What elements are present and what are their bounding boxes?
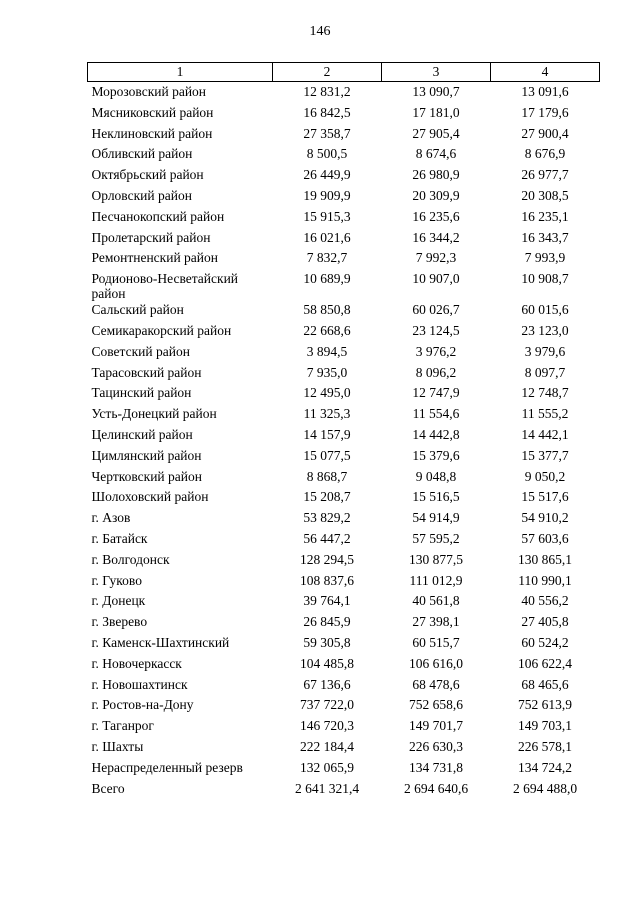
value-cell-2: 7 832,7 xyxy=(306,250,348,266)
row-name-cell: Нераспределенный резерв xyxy=(91,759,243,775)
value-cell-4: 14 442,1 xyxy=(521,426,569,442)
table-row xyxy=(88,573,600,594)
table-row xyxy=(88,489,600,510)
table-row xyxy=(88,250,600,271)
value-cell-3: 226 630,3 xyxy=(409,738,463,754)
table-row xyxy=(88,365,600,386)
value-cell-3: 17 181,0 xyxy=(412,104,460,120)
value-cell-4: 226 578,1 xyxy=(518,738,572,754)
value-cell-2: 15 077,5 xyxy=(303,447,351,463)
row-name-cell: г. Волгодонск xyxy=(91,551,170,567)
value-cell-4: 12 748,7 xyxy=(521,385,569,401)
value-cell-3: 752 658,6 xyxy=(409,697,463,713)
table-row xyxy=(88,614,600,635)
value-cell-3: 40 561,8 xyxy=(412,593,460,609)
row-name-cell: Советский район xyxy=(91,343,190,359)
value-cell-3: 10 907,0 xyxy=(412,271,460,287)
value-cell-3: 54 914,9 xyxy=(412,510,460,526)
value-cell-3: 7 992,3 xyxy=(415,250,457,266)
row-name-cell: г. Зверево xyxy=(91,614,148,630)
row-name-cell: Песчанокопский район xyxy=(91,208,225,224)
column-header-3: 3 xyxy=(382,63,491,82)
row-name-cell: г. Батайск xyxy=(91,530,148,546)
value-cell-3: 2 694 640,6 xyxy=(403,780,469,796)
value-cell-4: 60 524,2 xyxy=(521,634,569,650)
value-cell-2: 128 294,5 xyxy=(300,551,354,567)
value-cell-4: 134 724,2 xyxy=(518,759,572,775)
table-row xyxy=(88,510,600,531)
value-cell-4: 16 343,7 xyxy=(521,229,569,245)
value-cell-4: 17 179,6 xyxy=(521,104,569,120)
value-cell-2: 26 845,9 xyxy=(303,614,351,630)
table-row xyxy=(88,105,600,126)
value-cell-4: 149 703,1 xyxy=(518,718,572,734)
table-row xyxy=(88,188,600,209)
value-cell-3: 14 442,8 xyxy=(412,426,460,442)
value-cell-4: 3 979,6 xyxy=(524,343,566,359)
value-cell-4: 13 091,6 xyxy=(521,84,569,99)
row-name-cell: г. Новочеркасск xyxy=(91,655,182,671)
table-body xyxy=(88,82,600,802)
value-cell-4: 57 603,6 xyxy=(521,530,569,546)
table-row xyxy=(88,82,600,105)
value-cell-2: 146 720,3 xyxy=(300,718,354,734)
row-name-cell: Морозовский район xyxy=(91,84,207,99)
value-cell-3: 60 026,7 xyxy=(412,302,460,318)
value-cell-2: 7 935,0 xyxy=(306,364,348,380)
value-cell-2: 104 485,8 xyxy=(300,655,354,671)
budget-table xyxy=(87,62,600,801)
value-cell-3: 149 701,7 xyxy=(409,718,463,734)
table-row xyxy=(88,656,600,677)
value-cell-2: 39 764,1 xyxy=(303,593,351,609)
row-name-cell: Чертковский район xyxy=(91,468,202,484)
value-cell-3: 106 616,0 xyxy=(409,655,463,671)
value-cell-4: 15 517,6 xyxy=(521,489,569,505)
row-name-cell: г. Азов xyxy=(91,510,131,526)
value-cell-2: 2 641 321,4 xyxy=(294,780,360,796)
value-cell-3: 26 980,9 xyxy=(412,167,460,183)
table-row xyxy=(88,344,600,365)
value-cell-2: 15 915,3 xyxy=(303,208,351,224)
value-cell-2: 8 868,7 xyxy=(306,468,348,484)
value-cell-4: 23 123,0 xyxy=(521,322,569,338)
value-cell-2: 56 447,2 xyxy=(303,530,351,546)
value-cell-4: 26 977,7 xyxy=(521,167,569,183)
row-name-cell: г. Новошахтинск xyxy=(91,676,188,692)
row-name-cell: Усть-Донецкий район xyxy=(91,406,217,422)
value-cell-4: 106 622,4 xyxy=(518,655,572,671)
page-number: 146 xyxy=(309,24,331,39)
value-cell-2: 14 157,9 xyxy=(303,426,351,442)
value-cell-3: 130 877,5 xyxy=(409,551,463,567)
value-cell-4: 11 555,2 xyxy=(521,406,569,422)
value-cell-3: 134 731,8 xyxy=(409,759,463,775)
row-name-cell: г. Донецк xyxy=(91,593,146,609)
value-cell-2: 27 358,7 xyxy=(303,125,351,141)
value-cell-3: 20 309,9 xyxy=(412,187,460,203)
value-cell-3: 13 090,7 xyxy=(412,84,460,99)
value-cell-2: 58 850,8 xyxy=(303,302,351,318)
row-name-cell: Сальский район xyxy=(91,302,184,318)
table-row xyxy=(88,167,600,188)
value-cell-4: 130 865,1 xyxy=(518,551,572,567)
value-cell-4: 10 908,7 xyxy=(521,271,569,287)
table-row xyxy=(88,781,600,802)
value-cell-3: 15 379,6 xyxy=(412,447,460,463)
value-cell-3: 12 747,9 xyxy=(412,385,460,401)
value-cell-2: 22 668,6 xyxy=(303,322,351,338)
table-row xyxy=(88,593,600,614)
value-cell-3: 15 516,5 xyxy=(412,489,460,505)
table-row xyxy=(88,209,600,230)
row-name-cell: Тарасовский район xyxy=(91,364,202,380)
column-header-1: 1 xyxy=(88,63,273,82)
table-row xyxy=(88,718,600,739)
table-row xyxy=(88,635,600,656)
row-name-cell: Октябрьский район xyxy=(91,167,204,183)
value-cell-2: 26 449,9 xyxy=(303,167,351,183)
row-name-cell: Ремонтненский район xyxy=(91,250,218,266)
value-cell-2: 16 021,6 xyxy=(303,229,351,245)
row-name-cell: Неклиновский район xyxy=(91,125,213,141)
table-row xyxy=(88,677,600,698)
row-name-cell: Пролетарский район xyxy=(91,229,211,245)
value-cell-4: 27 405,8 xyxy=(521,614,569,630)
row-name-cell: Мясниковский район xyxy=(91,104,214,120)
value-cell-3: 8 096,2 xyxy=(415,364,457,380)
table-row xyxy=(88,469,600,490)
value-cell-4: 7 993,9 xyxy=(524,250,566,266)
table-row xyxy=(88,427,600,448)
value-cell-2: 12 831,2 xyxy=(303,84,351,99)
value-cell-3: 57 595,2 xyxy=(412,530,460,546)
row-name-cell: Родионово-Несветайский район xyxy=(91,271,239,302)
value-cell-4: 40 556,2 xyxy=(521,593,569,609)
value-cell-4: 60 015,6 xyxy=(521,302,569,318)
value-cell-2: 108 837,6 xyxy=(300,572,354,588)
value-cell-2: 3 894,5 xyxy=(306,343,348,359)
value-cell-3: 27 398,1 xyxy=(412,614,460,630)
value-cell-4: 15 377,7 xyxy=(521,447,569,463)
row-name-cell: г. Каменск-Шахтинский xyxy=(91,634,230,650)
value-cell-4: 27 900,4 xyxy=(521,125,569,141)
row-name-cell: Цимлянский район xyxy=(91,447,202,463)
value-cell-3: 23 124,5 xyxy=(412,322,460,338)
value-cell-4: 752 613,9 xyxy=(518,697,572,713)
value-cell-4: 16 235,1 xyxy=(521,208,569,224)
value-cell-3: 11 554,6 xyxy=(412,406,460,422)
value-cell-3: 60 515,7 xyxy=(412,634,460,650)
value-cell-4: 68 465,6 xyxy=(521,676,569,692)
value-cell-3: 16 235,6 xyxy=(412,208,460,224)
table-header-row xyxy=(88,63,600,82)
table-row xyxy=(88,302,600,323)
value-cell-2: 222 184,4 xyxy=(300,738,354,754)
value-cell-4: 8 676,9 xyxy=(524,146,566,162)
value-cell-4: 8 097,7 xyxy=(524,364,566,380)
value-cell-4: 2 694 488,0 xyxy=(512,780,578,796)
row-name-cell: г. Ростов-на-Дону xyxy=(91,697,194,713)
row-name-cell: Орловский район xyxy=(91,187,192,203)
value-cell-3: 16 344,2 xyxy=(412,229,460,245)
row-name-cell: г. Гуково xyxy=(91,572,142,588)
column-header-4: 4 xyxy=(491,63,600,82)
table-row xyxy=(88,531,600,552)
value-cell-4: 110 990,1 xyxy=(518,572,572,588)
value-cell-2: 15 208,7 xyxy=(303,489,351,505)
table-row xyxy=(88,552,600,573)
value-cell-2: 16 842,5 xyxy=(303,104,351,120)
value-cell-3: 8 674,6 xyxy=(415,146,457,162)
value-cell-4: 20 308,5 xyxy=(521,187,569,203)
row-name-cell: Целинский район xyxy=(91,426,193,442)
value-cell-2: 10 689,9 xyxy=(303,271,351,287)
value-cell-3: 111 012,9 xyxy=(409,572,463,588)
row-name-cell: Обливский район xyxy=(91,146,193,162)
value-cell-2: 11 325,3 xyxy=(303,406,351,422)
value-cell-3: 9 048,8 xyxy=(415,468,457,484)
value-cell-4: 54 910,2 xyxy=(521,510,569,526)
table-row xyxy=(88,448,600,469)
table-row xyxy=(88,271,600,302)
row-name-cell: Тацинский район xyxy=(91,385,192,401)
table-row xyxy=(88,697,600,718)
value-cell-3: 3 976,2 xyxy=(415,343,457,359)
value-cell-4: 9 050,2 xyxy=(524,468,566,484)
row-name-cell: Шолоховский район xyxy=(91,489,209,505)
value-cell-2: 53 829,2 xyxy=(303,510,351,526)
row-name-cell: г. Шахты xyxy=(91,738,144,754)
value-cell-3: 68 478,6 xyxy=(412,676,460,692)
table-row xyxy=(88,230,600,251)
row-name-cell: Всего xyxy=(91,780,125,796)
row-name-cell: Семикаракорский район xyxy=(91,322,232,338)
value-cell-2: 8 500,5 xyxy=(306,146,348,162)
table-row xyxy=(88,739,600,760)
value-cell-2: 67 136,6 xyxy=(303,676,351,692)
table-row xyxy=(88,146,600,167)
table-row xyxy=(88,385,600,406)
table-row xyxy=(88,760,600,781)
table-row xyxy=(88,323,600,344)
row-name-cell: г. Таганрог xyxy=(91,718,154,734)
value-cell-3: 27 905,4 xyxy=(412,125,460,141)
value-cell-2: 12 495,0 xyxy=(303,385,351,401)
value-cell-2: 132 065,9 xyxy=(300,759,354,775)
value-cell-2: 19 909,9 xyxy=(303,187,351,203)
value-cell-2: 737 722,0 xyxy=(300,697,354,713)
value-cell-2: 59 305,8 xyxy=(303,634,351,650)
table-row xyxy=(88,126,600,147)
table-row xyxy=(88,406,600,427)
column-header-2: 2 xyxy=(273,63,382,82)
